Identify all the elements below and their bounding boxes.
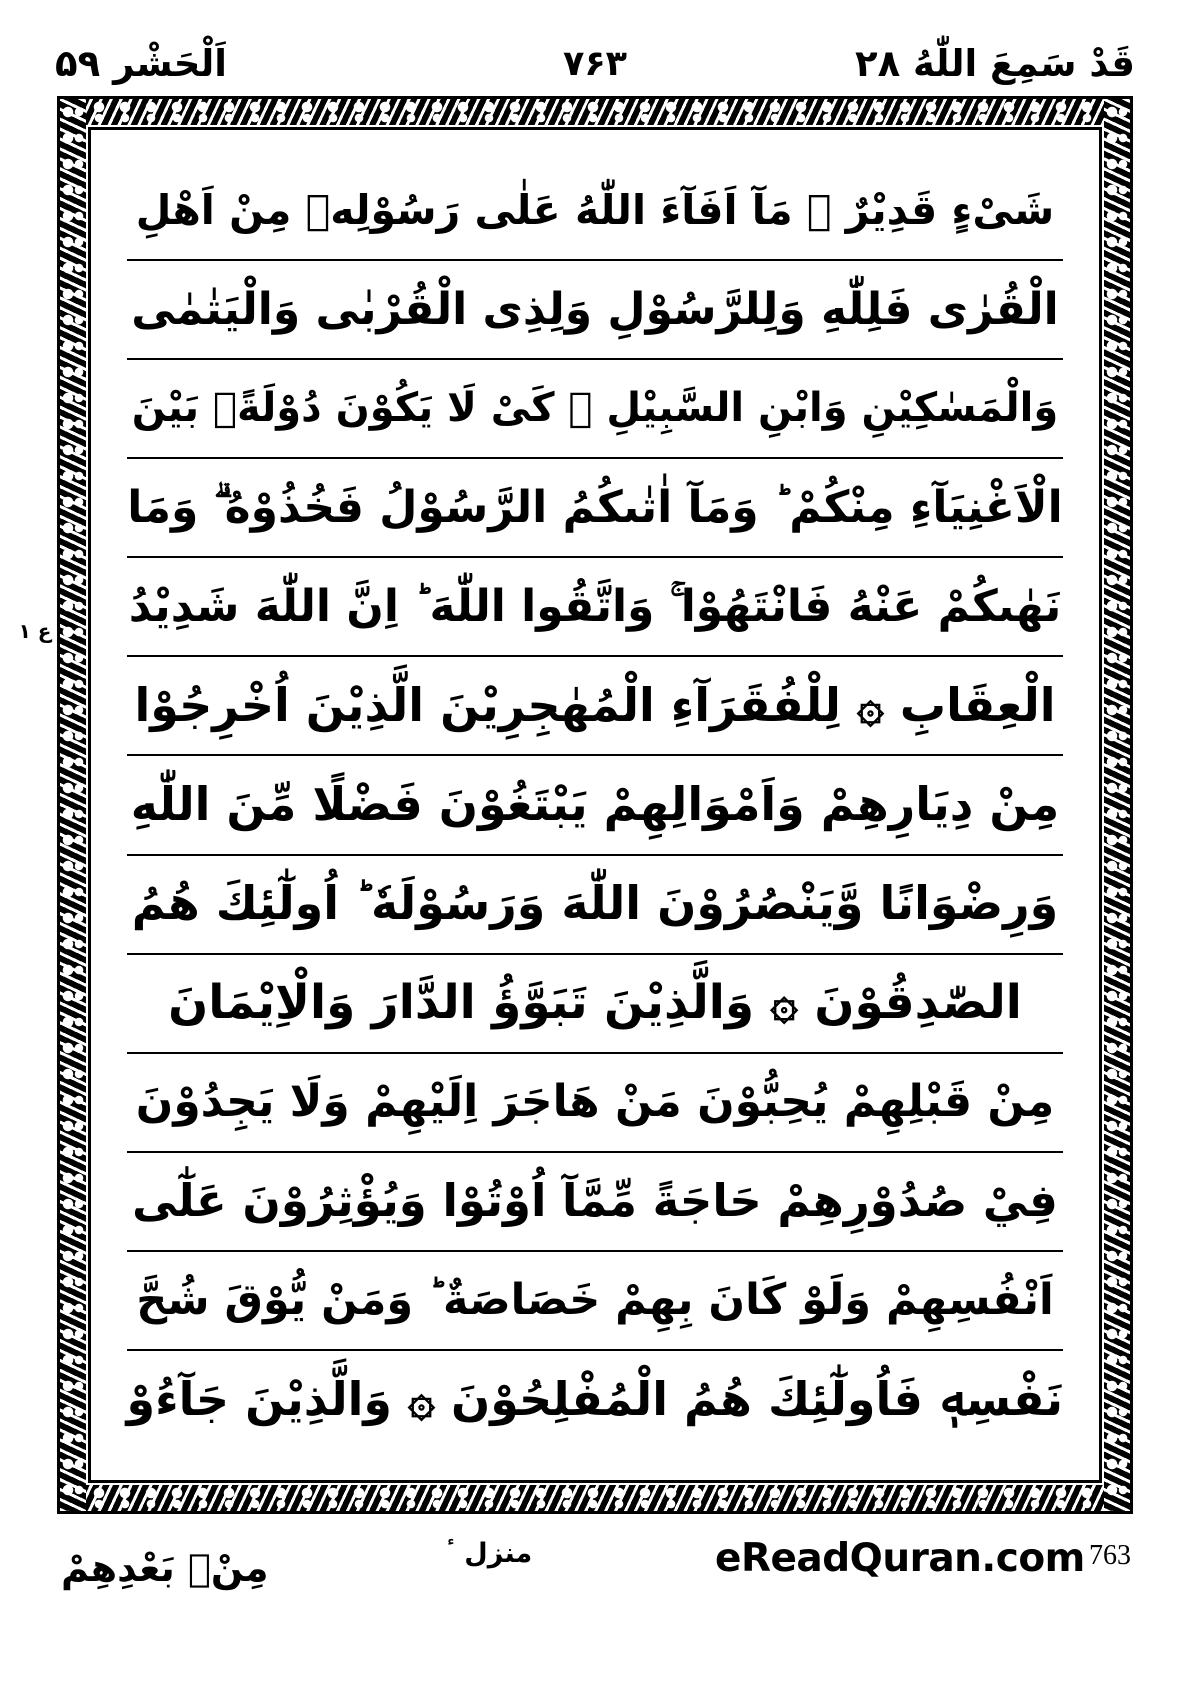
text-line <box>127 1252 1063 1351</box>
manzil-label: منزل ٴ <box>447 1538 533 1569</box>
text-line <box>127 558 1063 657</box>
ornament-scroll-icon <box>60 99 86 1511</box>
ornament-scroll-icon <box>1104 99 1130 1511</box>
line-10-text: مِنْ قَبْلِهِمْ يُحِبُّوْنَ مَنْ هَاجَرَ اِلَيْهِمْ وَلَا يَجِدُوْنَ <box>135 1076 1055 1128</box>
line-7-text: مِنْ دِيَارِهِمْ وَاَمْوَالِهِمْ يَبْتَغُوْنَ فَضْلًا مِّنَ اللّٰهِ <box>130 777 1060 832</box>
line-9-text: الصّٰدِقُوْنَ ۞ وَالَّذِيْنَ تَبَوَّؤُ الدَّارَ وَالْاِيْمَانَ <box>168 974 1022 1030</box>
text-frame <box>88 127 1102 1483</box>
line-2-text: الْقُرٰى فَلِلّٰهِ وَلِلرَّسُوْلِ وَلِذِى الْقُرْبٰى وَالْيَتٰمٰى <box>131 283 1059 335</box>
page-number-latin: 763 <box>1089 1540 1131 1571</box>
line-13-text: نَفْسِهٖ فَاُولٰٓئِكَ هُمُ الْمُفْلِحُوْنَ ۞ وَالَّذِيْنَ جَآءُوْ <box>126 1371 1063 1426</box>
text-line <box>127 162 1063 261</box>
text-line <box>127 459 1063 558</box>
line-6-text: الْعِقَابِ ۞ لِلْفُقَرَآءِ الْمُهٰجِرِيْنَ الَّذِيْنَ اُخْرِجُوْا <box>134 678 1056 733</box>
page-header <box>55 36 1135 92</box>
line-12-text: اَنْفُسِهِمْ وَلَوْ كَانَ بِهِمْ خَصَاصَةٌ ؕ وَمَنْ يُّوْقَ شُحَّ <box>136 1275 1054 1326</box>
line-3-text: وَالْمَسٰكِيْنِ وَابْنِ السَّبِيْلِ ۙ كَىْ لَا يَكُوْنَ دُوْلَةًۢ بَيْنَ <box>131 384 1059 431</box>
text-line <box>127 1054 1063 1153</box>
line-11-text: فِيْ صُدُوْرِهِمْ حَاجَةً مِّمَّآ اُوْتُوْا وَيُؤْثِرُوْنَ عَلٰٓى <box>132 1173 1058 1227</box>
text-line <box>127 261 1063 360</box>
text-line <box>127 856 1063 955</box>
text-line <box>127 955 1063 1054</box>
border-ornament-left <box>60 99 86 1511</box>
line-8-text: وَرِضْوَانًا وَّيَنْصُرُوْنَ اللّٰهَ وَرَسُوْلَهٗ ؕ اُولٰٓئِكَ هُمُ <box>131 876 1059 931</box>
page-footer <box>55 1524 1135 1674</box>
quran-text-block <box>127 162 1063 1448</box>
juz-title <box>855 36 1135 92</box>
line-1-text: شَىْءٍ قَدِيْرٌ ۞ مَآ اَفَآءَ اللّٰهُ عَلٰى رَسُوْلِهٖ مِنْ اَهْلِ <box>135 186 1055 235</box>
juz-number: ۲۸ <box>854 42 901 85</box>
surah-title <box>55 36 227 92</box>
line-5-text: نَهٰىكُمْ عَنْهُ فَانْتَهُوْا ۚ وَاتَّقُوا اللّٰهَ ؕ اِنَّ اللّٰهَ شَدِيْدُ <box>128 580 1062 632</box>
border-ornament-bottom <box>60 1485 1130 1511</box>
site-watermark: eReadQuran.com <box>715 1536 1085 1581</box>
text-line <box>127 756 1063 855</box>
surah-number: ۵۹ <box>55 42 101 85</box>
catchword: مِنْۢ بَعْدِهِمْ <box>61 1546 269 1590</box>
ornamental-frame <box>57 96 1133 1514</box>
text-line <box>127 1153 1063 1252</box>
line-4-text: الْاَغْنِيَآءِ مِنْكُمْ ؕ وَمَآ اٰتٰىكُمُ الرَّسُوْلُ فَخُذُوْهُ ۗ وَمَا <box>127 481 1063 533</box>
page-number-arabic: ۷۶۳ <box>562 44 628 84</box>
surah-name: اَلْحَشْر <box>113 42 227 85</box>
ornament-scroll-icon <box>60 1485 1130 1511</box>
border-ornament-right <box>1104 99 1130 1511</box>
text-line <box>127 1351 1063 1448</box>
border-ornament-top <box>60 99 1130 125</box>
text-line <box>127 657 1063 756</box>
juz-name: قَدْ سَمِعَ اللّٰهُ <box>913 42 1135 85</box>
ruku-margin-mark: ع ۱ <box>18 619 52 643</box>
text-line <box>127 360 1063 459</box>
ornament-scroll-icon <box>60 99 1130 125</box>
